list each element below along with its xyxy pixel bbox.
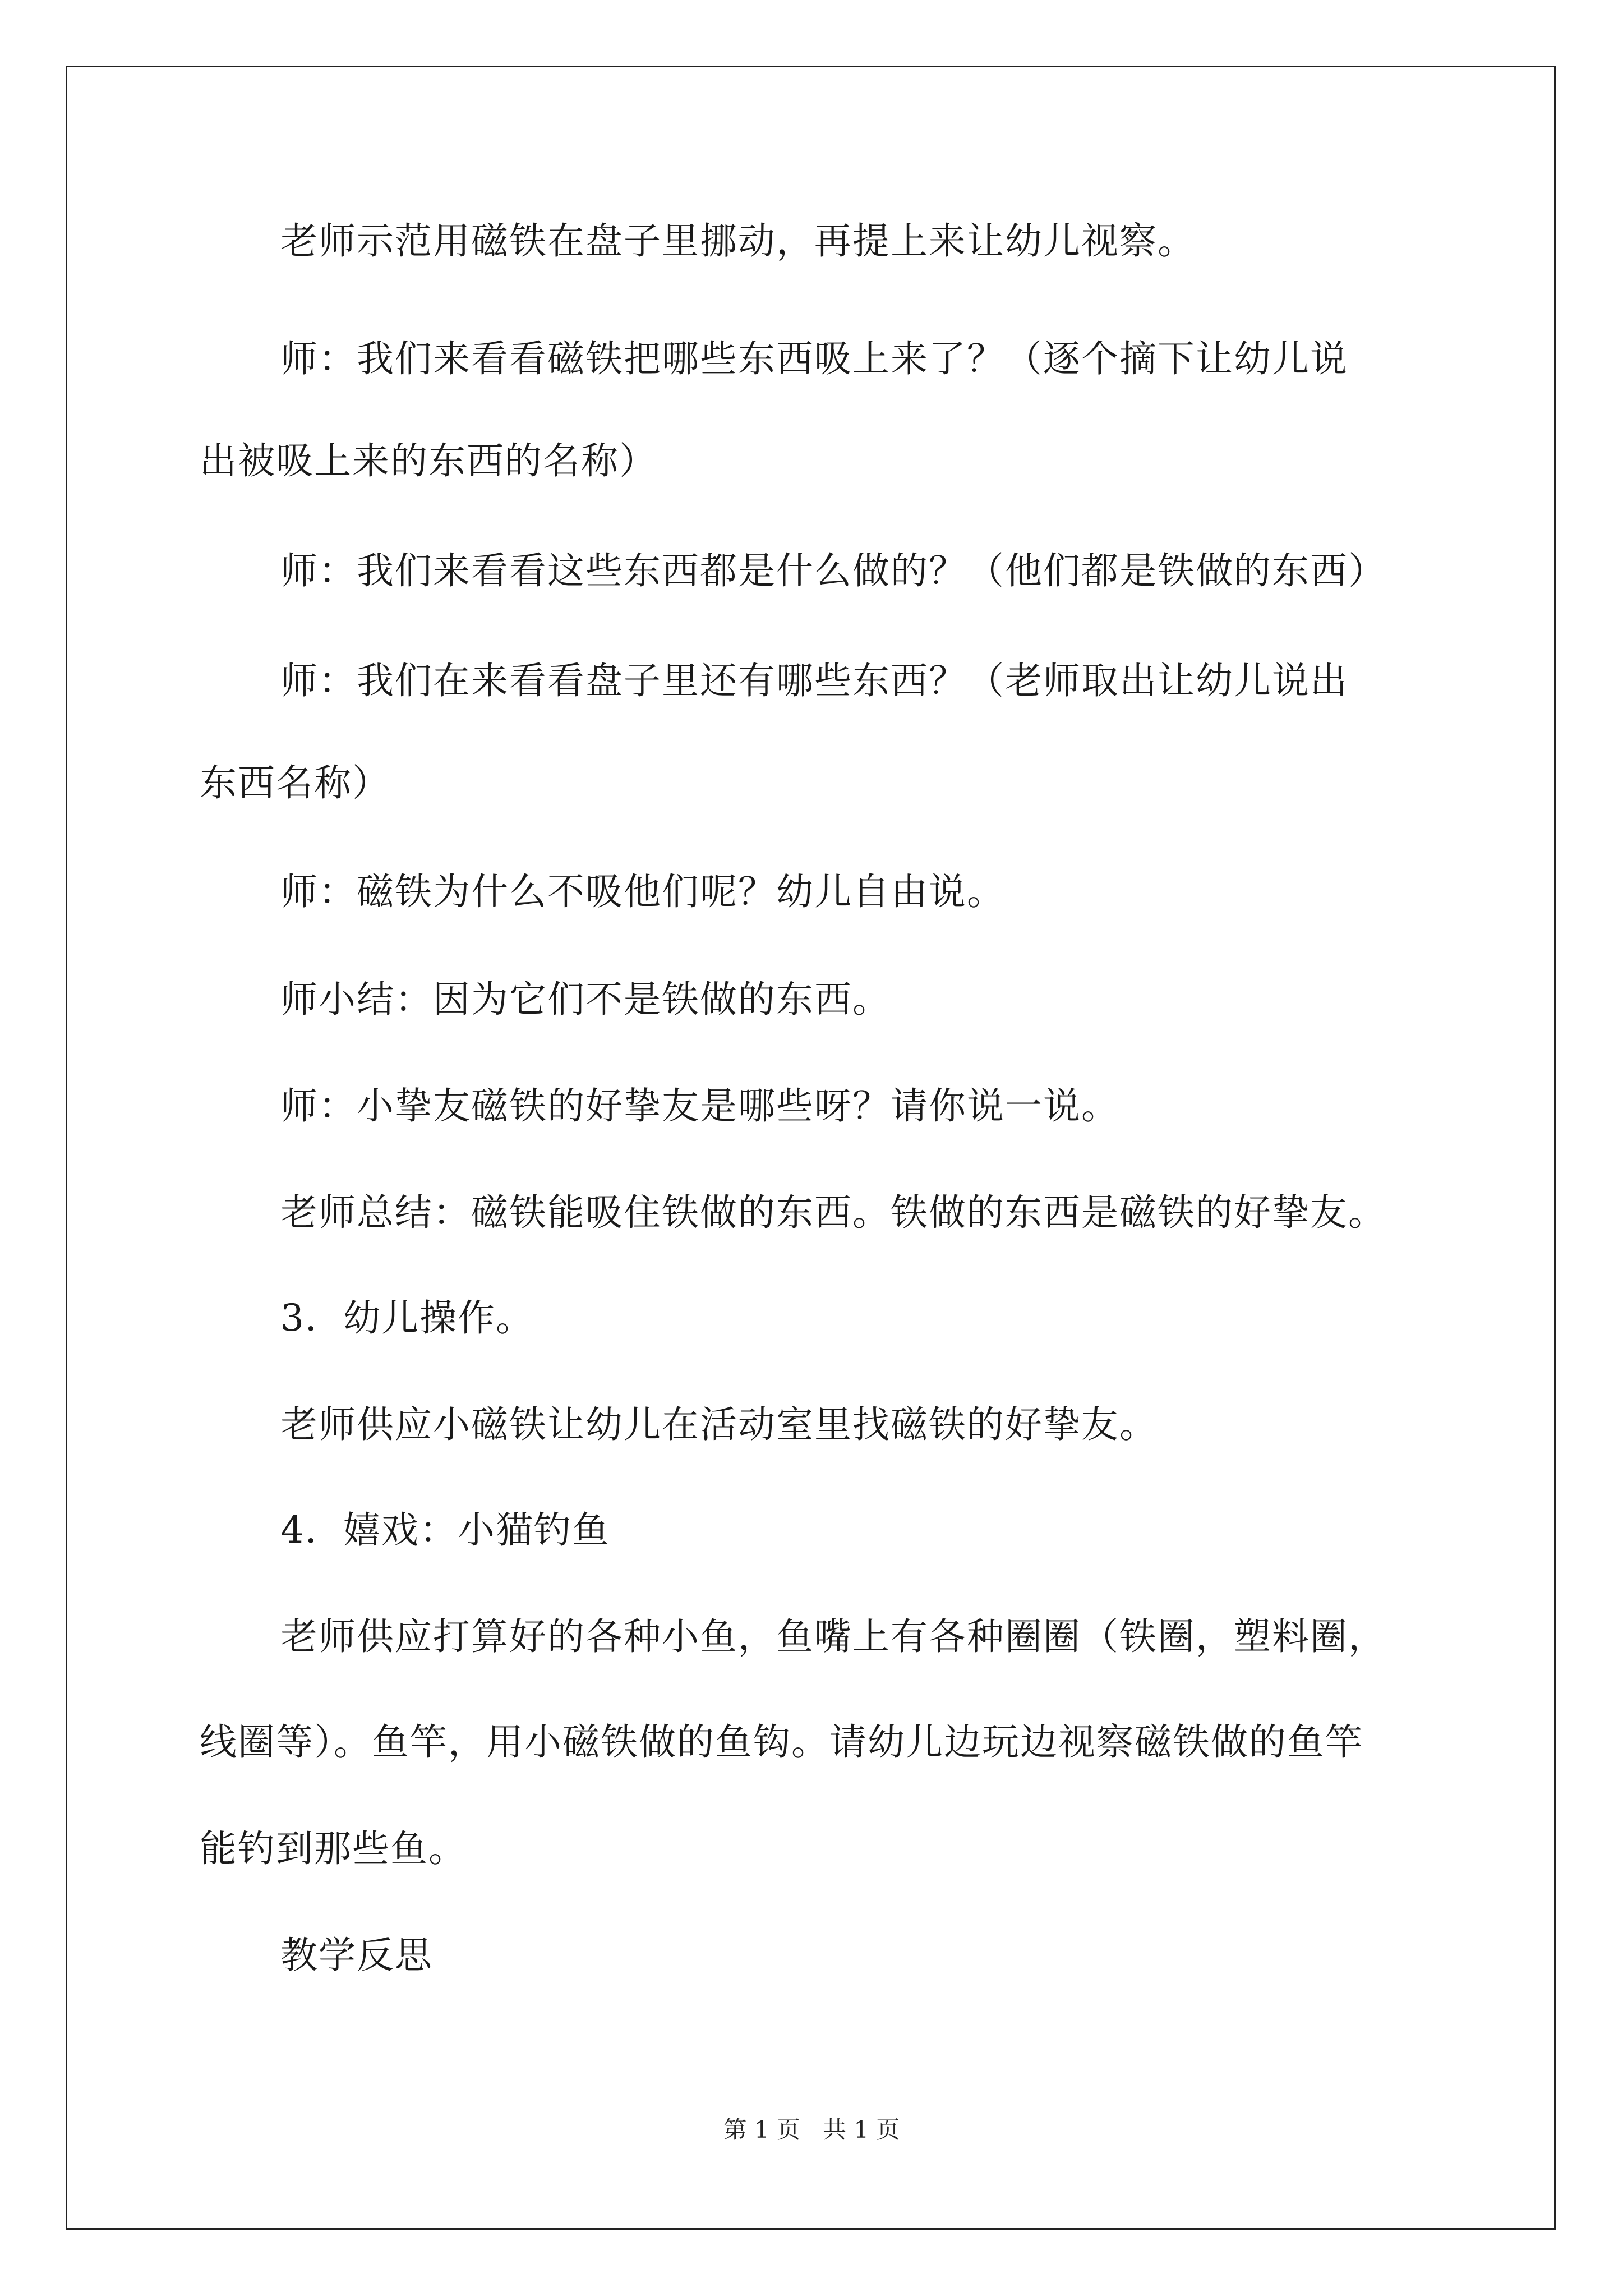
text-line: 3．幼儿操作。	[280, 1296, 534, 1340]
text-line: 老师供应小磁铁让幼儿在活动室里找磁铁的好挚友。	[280, 1403, 1158, 1446]
text-line: 东西名称）	[200, 761, 390, 804]
text-line: 老师总结：磁铁能吸住铁做的东西。铁做的东西是磁铁的好挚友。	[280, 1191, 1386, 1234]
text-line: 师：我们在来看看盘子里还有哪些东西？（老师取出让幼儿说出	[280, 659, 1348, 702]
text-line: 老师供应打算好的各种小鱼，鱼嘴上有各种圈圈（铁圈，塑料圈，	[280, 1615, 1386, 1658]
text-line: 师：磁铁为什么不吸他们呢？幼儿自由说。	[280, 870, 1005, 913]
text-line: 师：我们来看看磁铁把哪些东西吸上来了？（逐个摘下让幼儿说	[280, 337, 1348, 380]
text-line: 师：小挚友磁铁的好挚友是哪些呀？请你说一说。	[280, 1084, 1119, 1128]
text-line: 师：我们来看看这些东西都是什么做的？（他们都是铁做的东西）	[280, 549, 1386, 592]
page-total: 共 1 页	[823, 2116, 900, 2143]
text-line: 线圈等）。鱼竿，用小磁铁做的鱼钩。请幼儿边玩边视察磁铁做的鱼竿	[200, 1720, 1363, 1764]
page-footer	[0, 2116, 1623, 2144]
text-line: 出被吸上来的东西的名称）	[200, 439, 657, 482]
text-line: 老师示范用磁铁在盘子里挪动，再提上来让幼儿视察。	[280, 219, 1196, 263]
page-number: 第 1 页	[723, 2116, 800, 2143]
text-line: 能钓到那些鱼。	[200, 1827, 467, 1870]
text-line: 4．嬉戏：小猫钓鱼	[280, 1508, 610, 1552]
text-line: 教学反思	[280, 1934, 433, 1977]
text-line: 师小结：因为它们不是铁做的东西。	[280, 978, 891, 1021]
